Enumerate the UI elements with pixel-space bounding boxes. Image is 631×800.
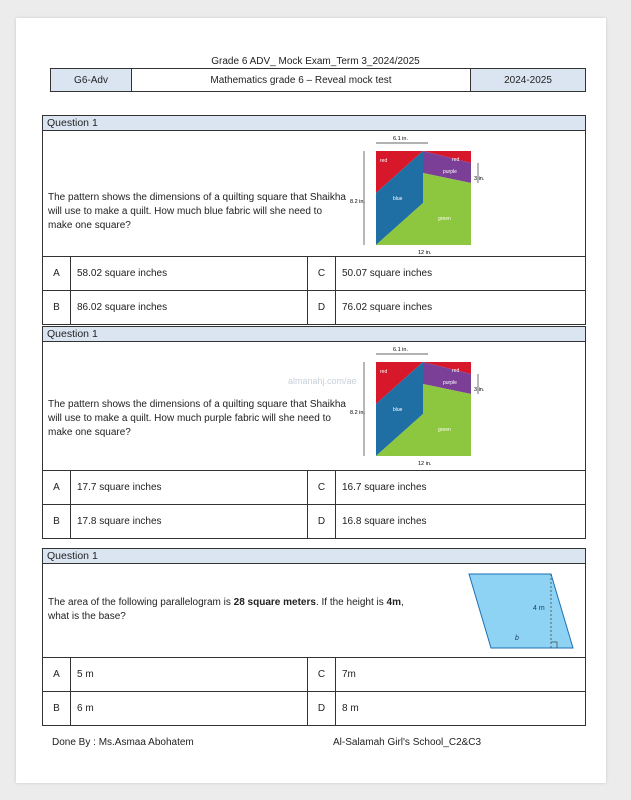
right-dimension-label: 3 in. [474,387,485,393]
question-body [43,131,586,257]
left-dimension-label: 8.2 in. [350,410,365,416]
option-text: 16.8 square inches [336,505,586,539]
option-letter: D [308,692,336,726]
option-letter: A [43,257,71,291]
question-block-2 [42,326,586,539]
red-label: red [452,368,460,374]
exam-title: Grade 6 ADV_ Mock Exam_Term 3_2024/2025 [211,56,420,67]
options-row [43,505,586,539]
height-label: 4 m [533,605,545,612]
parallelogram-figure [463,570,579,654]
option-text: 5 m [71,658,308,692]
option-text: 7m [336,658,586,692]
base-label: b [515,635,519,642]
footer-school: Al-Salamah Girl's School_C2&C3 [333,737,482,748]
option-letter: D [308,505,336,539]
top-dimension-label: 6.1 in. [393,347,408,353]
footer-author: Done By : Ms.Asmaa Abohatem [52,737,194,748]
option-letter: B [43,692,71,726]
question-label: Question 1 [43,327,586,342]
red-label: red [452,157,460,163]
purple-label: purple [443,380,457,386]
question-body [43,564,586,658]
parallelogram-shape [469,574,573,648]
option-text: 8 m [336,692,586,726]
option-letter: B [43,291,71,325]
options-row [43,658,586,692]
option-text: 6 m [71,692,308,726]
red-label: red [380,158,388,164]
blue-label: blue [393,407,403,413]
option-letter: C [308,257,336,291]
option-text: 86.02 square inches [71,291,308,325]
option-text: 17.7 square inches [71,471,308,505]
grade-cell: G6-Adv [51,69,132,92]
right-dimension-label: 3 in. [474,176,485,182]
option-letter: A [43,471,71,505]
option-letter: C [308,471,336,505]
options-row [43,471,586,505]
bottom-dimension-label: 12 in. [418,250,432,255]
watermark: almanahj.com/ae [288,376,357,386]
option-text: 58.02 square inches [71,257,308,291]
options-row [43,692,586,726]
top-dimension-label: 6.1 in. [393,136,408,142]
question-text-part: what is the base? [48,611,126,622]
option-text: 16.7 square inches [336,471,586,505]
question-text-part: , [401,597,404,608]
option-letter: A [43,658,71,692]
question-text-part: . If the height is [315,597,387,608]
option-text: 76.02 square inches [336,291,586,325]
area-value: 28 square meters [233,597,316,608]
question-text-part: The area of the following parallelogram is [48,597,234,608]
question-text: The pattern shows the dimensions of a quilting square that Shaikha will use to make a quilt. How much purple fabric will she need to make one square? [48,399,346,438]
blue-label: blue [393,196,403,202]
height-value: 4m [386,597,401,608]
option-text: 17.8 square inches [71,505,308,539]
subject-cell: Mathematics grade 6 – Reveal mock test [132,69,471,92]
options-row [43,257,586,291]
question-text: The pattern shows the dimensions of a quilting square that Shaikha will use to make a quilt. How much blue fabric will she need to make one square? [48,192,346,231]
option-letter: D [308,291,336,325]
left-dimension-label: 8.2 in. [350,199,365,205]
question-label: Question 1 [43,549,586,564]
quilt-figure [348,344,488,468]
question-block-3 [42,548,586,726]
bottom-dimension-label: 12 in. [418,461,432,467]
question-body [43,342,586,471]
option-text: 50.07 square inches [336,257,586,291]
option-letter: C [308,658,336,692]
question-text [48,596,458,624]
option-letter: B [43,505,71,539]
green-label: green [438,216,451,222]
red-label: red [380,369,388,375]
header-table [50,68,586,92]
green-label: green [438,427,451,433]
purple-label: purple [443,169,457,175]
question-label: Question 1 [43,116,586,131]
year-cell: 2024-2025 [471,69,586,92]
question-block-1 [42,115,586,325]
options-row [43,291,586,325]
quilt-figure [348,133,488,255]
